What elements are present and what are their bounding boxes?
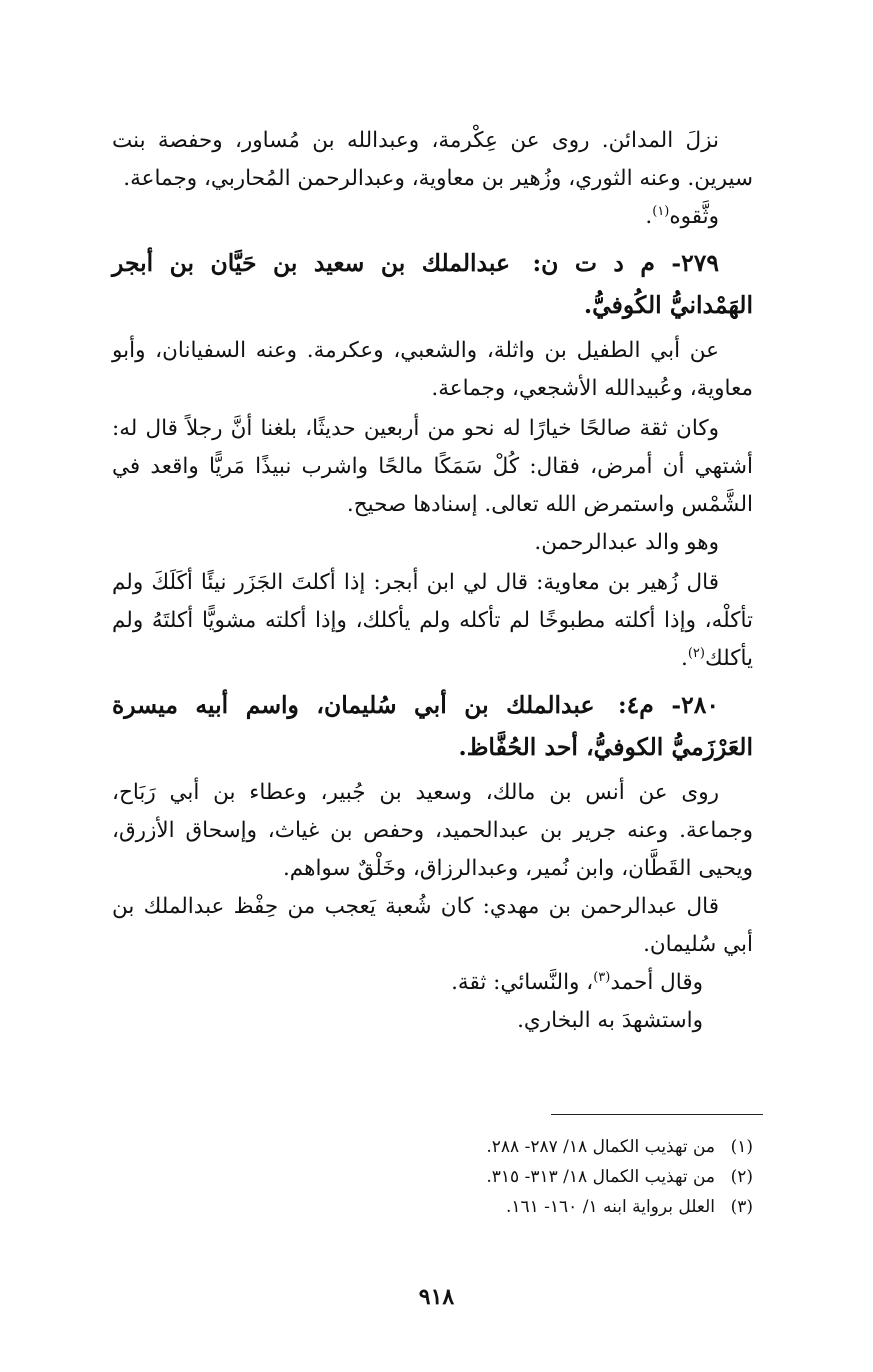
footnote-number: (٢): [730, 1167, 753, 1187]
paragraph-text: وثَّقوه: [669, 204, 719, 229]
footnote-text: من تهذيب الكمال ١٨/ ٣١٣- ٣١٥.: [486, 1167, 715, 1187]
footnote-divider: [551, 1114, 763, 1115]
entry-number: ٢٨٠- م٤:: [617, 691, 719, 719]
paragraph-text: وهو والد عبدالرحمن.: [534, 530, 719, 555]
paragraph-text: قال زُهير بن معاوية: قال لي ابن أبجر: إذا أكلتَ الجَزَر نيئًا أكَلَكَ ولم تأكلْه، وإذا أكلته مطبوخًا لم تأكله ولم يأكلك، وإذا أكلته مشويًّا أكلتَهُ ولم يأكلك: [112, 570, 753, 671]
entry-title: عبدالملك بن أبي سُليمان، واسم أبيه ميسرة العَرْزَميُّ الكوفيُّ، أحد الحُفَّاظ.: [112, 691, 753, 761]
footnote-text: العلل برواية ابنه ١/ ١٦٠- ١٦١.: [505, 1197, 715, 1217]
paragraph-text: نزلَ المدائن. روى عن عِكْرمة، وعبدالله بن مُساور، وحفصة بنت سيرين. وعنه الثوري، وزُهير بن معاوية، وعبدالرحمن المُحاربي، وجماعة.: [112, 128, 753, 191]
footnotes: [200, 1132, 753, 1222]
paragraph: [112, 198, 753, 236]
footnote-text: من تهذيب الكمال ١٨/ ٢٨٧- ٢٨٨.: [486, 1137, 715, 1157]
paragraph: [112, 122, 753, 198]
paragraph: [112, 524, 753, 562]
footnote: [200, 1192, 753, 1222]
main-text: [112, 122, 753, 1040]
paragraph: [112, 774, 753, 888]
entry-number: ٢٧٩- م د ت ن:: [532, 249, 719, 277]
entry-heading-280: [112, 684, 753, 768]
footnote-ref: (٢): [687, 645, 705, 661]
page-number: ٩١٨: [418, 1284, 455, 1310]
footnote: [200, 1132, 753, 1162]
footnote-number: (٣): [730, 1197, 753, 1217]
paragraph: [112, 888, 753, 964]
paragraph-text: ، والنَّسائي: ثقة.: [451, 970, 594, 995]
paragraph-text: روى عن أنس بن مالك، وسعيد بن جُبير، وعطاء بن أبي رَبَاح، وجماعة. وعنه جرير بن عبدالحميد، وحفص بن غياث، وإسحاق الأزرق، ويحيى القَطَّان، وابن نُمير، وعبدالرزاق، وخَلْقٌ سواهم.: [112, 780, 753, 881]
paragraph: [112, 1002, 753, 1040]
paragraph: [112, 332, 753, 408]
paragraph-text: عن أبي الطفيل بن واثلة، والشعبي، وعكرمة. وعنه السفيانان، وأبو معاوية، وعُبيدالله الأشجعي، وجماعة.: [112, 338, 753, 401]
paragraph-text: وقال أحمد: [610, 970, 703, 995]
footnote-ref: (٣): [593, 969, 611, 985]
paragraph: [112, 964, 753, 1002]
footnote: [200, 1162, 753, 1192]
paragraph-end: .: [681, 646, 688, 671]
entry-title: عبدالملك بن سعيد بن حَيَّان بن أبجر الهَمْدانيُّ الكُوفيُّ.: [112, 249, 753, 319]
paragraph-text: واستشهدَ به البخاري.: [517, 1008, 703, 1033]
paragraph-text: وكان ثقة صالحًا خيارًا له نحو من أربعين حديثًا، بلغنا أنَّ رجلاً قال له: أشتهي أن أمرض، فقال: كُلْ سَمَكًا مالحًا واشرب نبيذًا مَريًّا واقعد في الشَّمْس واستمرض الله تعالى. إسنادها صحيح.: [112, 416, 753, 517]
paragraph-text: قال عبدالرحمن بن مهدي: كان شُعبة يَعجب من حِفْظ عبدالملك بن أبي سُليمان.: [112, 894, 753, 957]
paragraph: [112, 564, 753, 678]
entry-heading-279: [112, 242, 753, 326]
paragraph: [112, 410, 753, 524]
footnote-ref: (١): [652, 203, 670, 219]
footnote-number: (١): [730, 1137, 753, 1157]
paragraph-end: .: [645, 204, 653, 229]
